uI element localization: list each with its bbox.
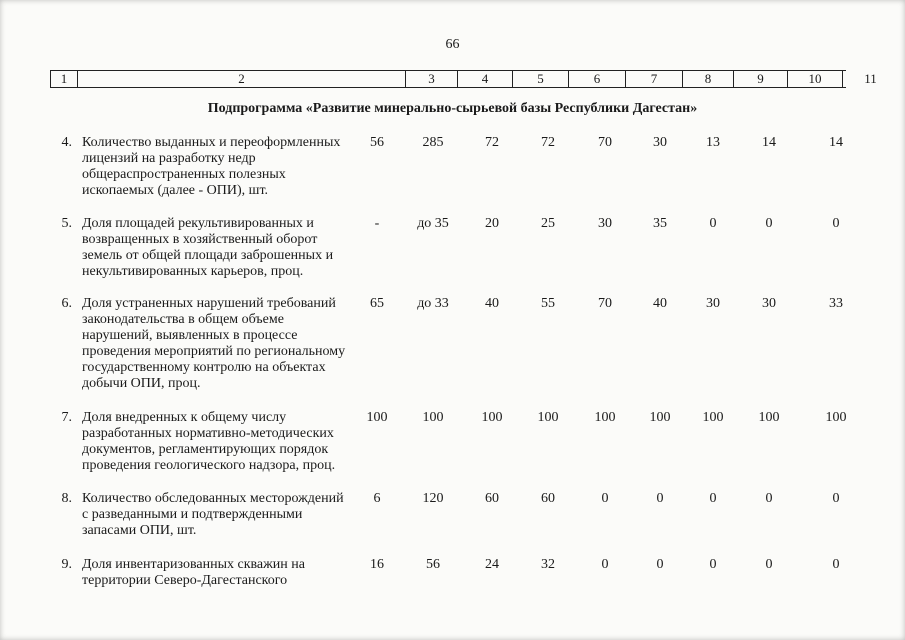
value-col-3: 100 — [366, 410, 388, 425]
value-col-9: 0 — [709, 491, 717, 506]
value-col-4: 100 — [422, 410, 444, 425]
value-col-5: 100 — [481, 410, 503, 425]
value-col-7: 70 — [598, 135, 612, 150]
row-number: 9. — [61, 557, 72, 572]
header-col-3: 3 — [405, 71, 457, 87]
value-col-9: 0 — [709, 216, 717, 231]
value-col-6: 55 — [541, 296, 555, 311]
value-col-6: 72 — [541, 135, 555, 150]
header-col-5: 5 — [512, 71, 568, 87]
value-col-11: 33 — [829, 296, 843, 311]
header-col-6: 6 — [568, 71, 625, 87]
value-col-10: 0 — [765, 491, 773, 506]
row-number: 7. — [61, 410, 72, 425]
value-col-8: 40 — [653, 296, 667, 311]
row-description: Количество обследованных месторождений с разведанными и подтвержденными запасами ОПИ, шт. — [82, 491, 344, 538]
value-col-8: 30 — [653, 135, 667, 150]
value-col-3: 56 — [370, 135, 384, 150]
value-col-8: 35 — [653, 216, 667, 231]
header-col-4: 4 — [457, 71, 512, 87]
value-col-3: 6 — [373, 491, 381, 506]
value-col-11: 14 — [829, 135, 843, 150]
column-number-header — [50, 70, 877, 88]
value-col-5: 40 — [485, 296, 499, 311]
header-col-2: 2 — [77, 71, 405, 87]
value-col-5: 24 — [485, 557, 499, 572]
header-col-7: 7 — [625, 71, 682, 87]
value-col-7: 70 — [598, 296, 612, 311]
value-col-3: 65 — [370, 296, 384, 311]
row-description: Доля площадей рекультивированных и возвращенных в хозяйственный оборот земель от общей площади заброшенных и некультивированных карьеров, проц. — [82, 216, 334, 279]
value-col-3: 16 — [370, 557, 384, 572]
value-col-9: 30 — [706, 296, 720, 311]
value-col-7: 100 — [594, 410, 616, 425]
value-col-10: 30 — [762, 296, 776, 311]
value-col-6: 100 — [537, 410, 559, 425]
value-col-11: 0 — [832, 491, 840, 506]
value-col-3: - — [374, 216, 380, 231]
value-col-11: 0 — [832, 216, 840, 231]
value-col-10: 100 — [758, 410, 780, 425]
value-col-4: 285 — [422, 135, 444, 150]
value-col-11: 0 — [832, 557, 840, 572]
value-col-8: 100 — [649, 410, 671, 425]
row-number: 5. — [61, 216, 72, 231]
value-col-4: до 33 — [417, 296, 449, 311]
row-description: Доля устраненных нарушений требований законодательства в общем объеме нарушений, выявленных в процессе проведения мероприятий по региональному государственному контролю на объектах добычи ОПИ, проц. — [82, 296, 346, 391]
header-col-1: 1 — [50, 71, 77, 87]
header-col-8: 8 — [682, 71, 733, 87]
value-col-11: 100 — [825, 410, 847, 425]
row-number: 4. — [61, 135, 72, 150]
header-col-11: 11 — [842, 71, 898, 87]
value-col-7: 30 — [598, 216, 612, 231]
row-number: 6. — [61, 296, 72, 311]
row-description: Доля инвентаризованных скважин на территории Северо-Дагестанского — [82, 557, 306, 588]
value-col-10: 0 — [765, 216, 773, 231]
subprogram-title: Подпрограмма «Развитие минерально-сырьевой базы Республики Дагестан» — [207, 101, 698, 116]
page-number: 66 — [445, 37, 460, 52]
value-col-8: 0 — [656, 557, 664, 572]
value-col-5: 72 — [485, 135, 499, 150]
value-col-6: 25 — [541, 216, 555, 231]
row-description: Количество выданных и переоформленных лицензий на разработку недр общераспространенных полезных ископаемых (далее - ОПИ), шт. — [82, 135, 341, 198]
value-col-10: 14 — [762, 135, 776, 150]
value-col-9: 0 — [709, 557, 717, 572]
value-col-6: 60 — [541, 491, 555, 506]
value-col-9: 13 — [706, 135, 720, 150]
value-col-7: 0 — [601, 491, 609, 506]
value-col-7: 0 — [601, 557, 609, 572]
value-col-4: до 35 — [417, 216, 449, 231]
value-col-5: 60 — [485, 491, 499, 506]
header-col-9: 9 — [733, 71, 787, 87]
value-col-5: 20 — [485, 216, 499, 231]
row-description: Доля внедренных к общему числу разработанных нормативно-методических документов, регламентирующих порядок проведения геологического надзора, проц. — [82, 410, 336, 473]
row-number: 8. — [61, 491, 72, 506]
value-col-9: 100 — [702, 410, 724, 425]
value-col-10: 0 — [765, 557, 773, 572]
value-col-4: 120 — [422, 491, 444, 506]
value-col-4: 56 — [426, 557, 440, 572]
value-col-8: 0 — [656, 491, 664, 506]
header-col-10: 10 — [787, 71, 842, 87]
value-col-6: 32 — [541, 557, 555, 572]
